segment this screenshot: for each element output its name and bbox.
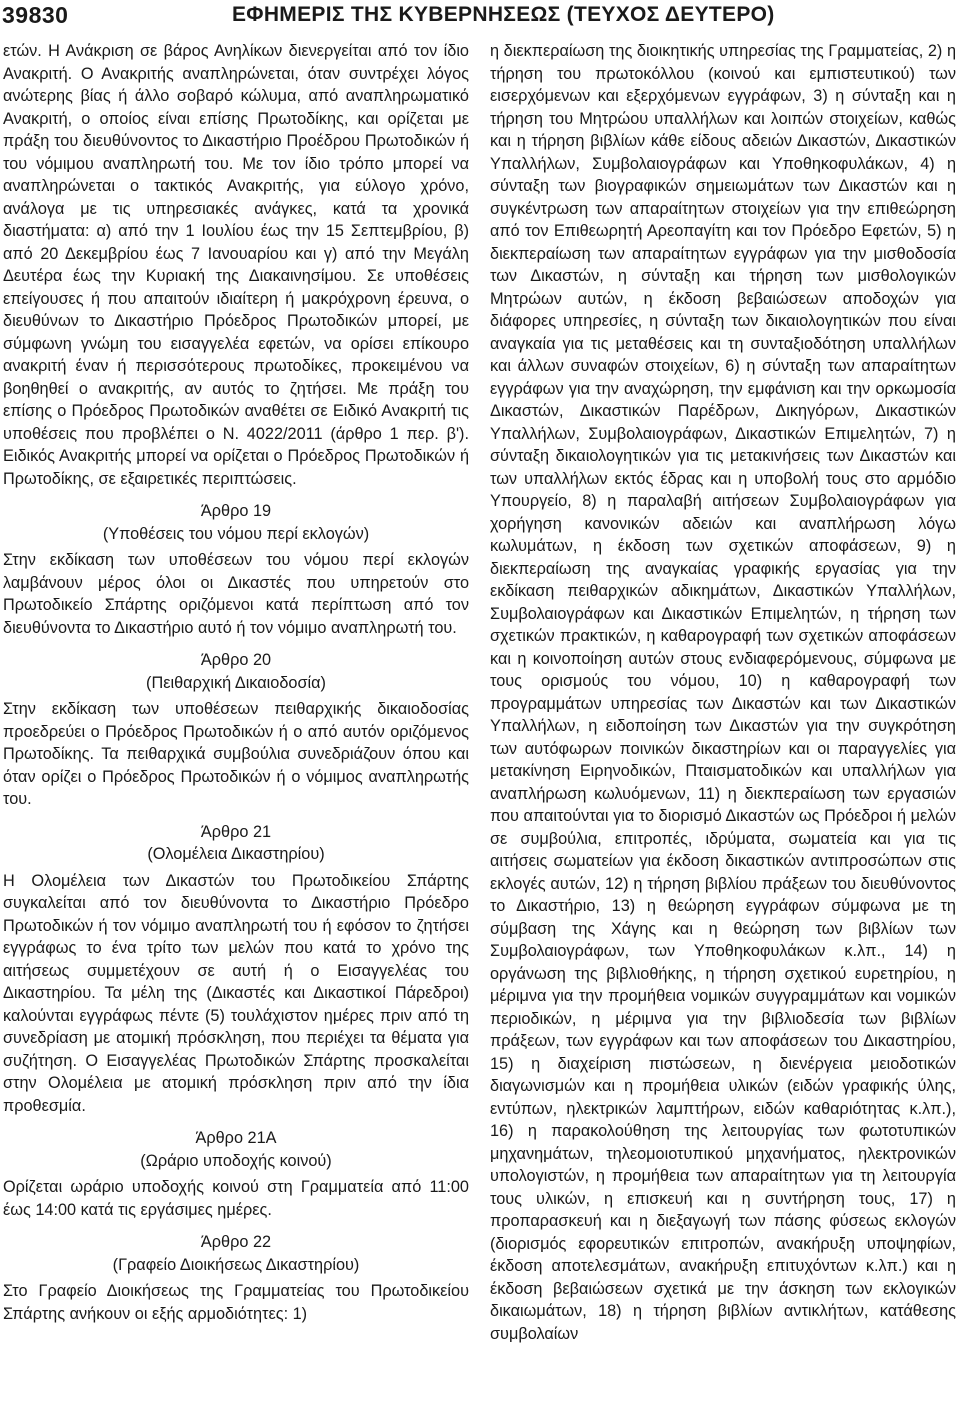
article-21 bbox=[3, 821, 469, 1118]
article-heading: Άρθρο 20 bbox=[200, 651, 272, 669]
left-column bbox=[3, 40, 469, 1325]
right-column-paragraph: η διεκπεραίωση της διοικητικής υπηρεσίας της Γραμματείας, 2) η τήρηση του πρωτοκόλλου (κοινού και εμπιστευτικού) των εισερχόμενων και εξερχόμενων εγγράφων, 3) η σύνταξη και η τήρηση του Μητρώου υπαλλήλων και λοιπών στοιχείων, καθώς και η τήρηση βιβλίων κάθε είδους αδειών Δικαστών, Δικαστικών Υπαλλήλων, Συμβολαιογράφων και Υποθηκοφυλάκων, 4) η σύνταξη των βιογραφικών σημειωμάτων των Δικαστών και η συγκέντρωση των απαραίτητων στοιχείων για την επιθεώρηση από τον Επιθεωρητή Αρεοπαγίτη και τον Πρόεδρο Εφετών, 5) η διεκπεραίωση των απαραίτητων εγγράφων για την μισθοδοσία των Δικαστών, η σύνταξη και τήρηση των μισθολογικών Μητρώων αυτών, η έκδοση βεβαιώσεων αποδοχών για διάφορες υπηρεσίες, η σύνταξη των δικαιολογητικών που είναι αναγκαία για τις μεταθέσεις και τη συνταξιοδότηση υπαλλήλων και άλλων συναφών στοιχείων, 6) η σύνταξη των απαραίτητων εγγράφων για την αναχώρηση, την εμφάνιση και την ορκωμοσία Δικαστών, Δικαστικών Παρέδρων, Δικηγόρων, Δικαστικών Υπαλλήλων, Συμβολαιογράφων, Δικαστικών Επιμελητών, 7) η σύνταξη δικαιολογητικών για τις μετακινήσεις των Δικαστών και των υπαλλήλων εκτός έδρας και η υποβολή τους στο αρμόδιο Υπουργείο, 8) η παραλαβή αιτήσεων Συμβολαιογράφων για χορήγηση κανονικών αδειών και αναπλήρωση λόγω κωλυμάτων, η έκδοση των σχετικών αποφάσεων, 9) η διεκπεραίωση της αναγκαίας γραφικής εργασίας για την εκδίκαση πειθαρχικών αδικημάτων, Δικαστικών Υπαλλήλων, Συμβολαιογράφων και Δικαστικών Επιμελητών, η τήρηση των σχετικών πρακτικών, η καθαρογραφή των σχετικών αποφάσεων και η κοινοποίηση αυτών στους ενδιαφερόμενους, σύμφωνα με τους ορισμούς του νόμου, 10) η καθαρογραφή των προγραμμάτων υπηρεσίας των Δικαστών και των Δικαστικών Υπαλλήλων, η ειδοποίηση των Δικαστών για την συγκρότηση των αυτόφωρων ποινικών δικαστηρίων και οι παραγγελίες για μετακίνηση Ειρηνοδικών, Πταισματοδικών και υπαλλήλων για αναπλήρωση κωλυόμενων, 11) η διεκπεραίωση των εργασιών που απαιτούνται για το διορισμό Δικαστών ως Πρόεδροι ή μελών σε συμβούλια, επιτροπές, ιδρύματα, σωματεία και για τις αιτήσεις σωματείων για έκδοση δικαστικών αντιπροσώπων στις εκλογές αυτών, 12) η τήρηση βιβλίου πράξεων του διευθύνοντος το Δικαστήριο, 13) η θεώρηση εγγράφων σύμφωνα με τη σύμβαση της Χάγης και η θεώρηση των βιβλίων των Συμβολαιογράφων, των Υποθηκοφυλάκων κ.λπ., 14) η οργάνωση της βιβλιοθήκης, η τήρηση σχετικού ευρετηρίου, η μέριμνα για την προμήθεια νομικών συγγραμμάτων και νομικών περιοδικών, η μέριμνα για την βιβλιοδεσία των βιβλίων πράξεων, των εγγράφων και των αποφάσεων του Δικαστηρίου, 15) η διαχείριση πιστώσεων, η διενέργεια μειοδοτικών διαγωνισμών και η προμήθεια υλικών (ειδών γραφικής ύλης, εντύπων, ηλεκτρικών λαμπτήρων, ειδών καθαριότητας κ.λπ.), 16) η παρακολούθηση της λειτουργίας των φωτοτυπικών μηχανημάτων, τηλεομοιοτυπικού μηχανήματος, ηλεκτρονικών υπολογιστών, η προμήθεια των απαραίτητων για τη λειτουργία τους υλικών, η επισκευή και η συντήρηση τους, 17) η προπαρασκευή και η διεξαγωγή των πάσης φύσεως εκλογών (διορισμός εφορευτικών επιτροπών, ανακήρυξη υποψηφίων, έκδοση αποτελεσμάτων, ανακήρυξη επιτυχόντων κ.λπ.) και η έκδοση βεβαιώσεων σχετικά με την άσκηση των εκλογικών δικαιωμάτων, 18) η τήρηση βιβλίων αντικλήτων, κατάθεσης συμβολαίων bbox=[490, 42, 956, 1343]
article-body: Στην εκδίκαση των υποθέσεων του νόμου περί εκλογών λαμβάνουν μέρος όλοι οι Δικαστές που υπηρετούν στο Πρωτοδικείο Σπάρτης οριζόμενοι κατά περίπτωση από τον διευθύνοντα το Δικαστήριο αυτό ή τον νόμιμο αναπληρωτή του. bbox=[3, 551, 469, 637]
article-heading: Άρθρο 19 bbox=[200, 502, 272, 520]
article-subtitle: (Ωράριο υποδοχής κοινού) bbox=[140, 1151, 332, 1170]
gazette-title: ΕΦΗΜΕΡΙΣ ΤΗΣ ΚΥΒΕΡΝΗΣΕΩΣ (ΤΕΥΧΟΣ ΔΕΥΤΕΡΟ) bbox=[232, 3, 775, 26]
article-subtitle: (Πειθαρχική Δικαιοδοσία) bbox=[146, 673, 326, 692]
article-21a bbox=[3, 1127, 469, 1221]
intro-paragraph: ετών. Η Ανάκριση σε βάρος Ανηλίκων διενεργείται από τον ίδιο Ανακριτή. Ο Ανακριτής αναπληρώνεται, όταν συντρέχει λόγος ανώτερης βίας ή άλλο σοβαρό κώλυμα, από αναπληρωματικό Ανακριτή, ο οποίος είναι επίσης Πρωτοδίκης, και ορίζεται με πράξη του διευθύνοντος το Δικαστήριο Προέδρου Πρωτοδικών ή του νόμιμου αναπληρωτή του. Με τον ίδιο τρόπο μπορεί να αναπληρώνεται ο τακτικός Ανακριτής, για εύλογο χρόνο, ανάλογα με τις υπηρεσιακές ανάγκες, κατά τα χρονικά διαστήματα: α) από την 1 Ιουλίου έως την 15 Σεπτεμβρίου, β) από 20 Δεκεμβρίου έως 7 Ιανουαρίου και γ) από την Μεγάλη Δευτέρα έως την Κυριακή της Διακαινησίμου. Σε υποθέσεις επείγουσες ή που απαιτούν ιδιαίτερη ή μακρόχρονη έρευνα, ο διευθύνων το Δικαστήριο Πρόεδρος Πρωτοδικών μπορεί, με σύμφωνη γνώμη του εισαγγελέα εφετών, να ορίσει επίκουρο ανακριτή έναν ή περισσότερους πρωτοδίκες, προκειμένου να βοηθηθεί ο ανακριτής, αν αυτός το ζητήσει. Με πράξη του επίσης ο Πρόεδρος Πρωτοδικών αναθέτει σε Ειδικό Ανακριτή τις υποθέσεις που προβλέπει ο Ν. 4022/2011 (άρθρο 1 περ. β'). Ειδικός Ανακριτής μπορεί να ορίζεται ο Πρόεδρος Πρωτοδικών ή Πρωτοδίκης, σε εξαιρετικές περιπτώσεις. bbox=[3, 42, 469, 488]
page-number: 39830 bbox=[2, 2, 69, 28]
article-heading: Άρθρο 22 bbox=[200, 1233, 272, 1251]
article-20 bbox=[3, 649, 469, 811]
article-subtitle: (Ολομέλεια Δικαστηρίου) bbox=[147, 845, 325, 863]
article-body: Στην εκδίκαση των υποθέσεων πειθαρχικής δικαιοδοσίας προεδρεύει ο Πρόεδρος Πρωτοδικών ή ο από αυτόν οριζόμενος Πρωτοδίκης. Τα πειθαρχικά συμβούλια συνεδριάζουν όπου και όταν ορίζει ο Πρόεδρος Πρωτοδικών ή ο νόμιμος αναπληρωτής του. bbox=[3, 700, 469, 808]
article-heading: Άρθρο 21 bbox=[200, 822, 272, 841]
article-22 bbox=[3, 1231, 469, 1325]
article-heading: Άρθρο 21Α bbox=[195, 1129, 277, 1147]
article-subtitle: (Γραφείο Διοικήσεως Δικαστηρίου) bbox=[112, 1255, 360, 1274]
right-column bbox=[490, 40, 956, 1345]
gazette-header bbox=[0, 0, 960, 36]
document-body bbox=[0, 36, 960, 1425]
article-subtitle: (Υποθέσεις του νόμου περί εκλογών) bbox=[102, 524, 370, 543]
article-19 bbox=[3, 500, 469, 639]
article-body: Ορίζεται ωράριο υποδοχής κοινού στη Γραμματεία από 11:00 έως 14:00 κατά τις εργάσιμες ημέρες. bbox=[3, 1178, 469, 1219]
article-body: Η Ολομέλεια των Δικαστών του Πρωτοδικείου Σπάρτης συγκαλείται από τον διευθύνοντα το Δικαστήριο Πρόεδρο Πρωτοδικών ή τον νόμιμο αναπληρωτή του ή εφόσον το ζητήσει εγγράφως το ένα τρίτο των μελών που κατά το χρόνο της αιτήσεως συμμετέχουν σε αυτή ή ο Εισαγγελέας του Δικαστηρίου. Τα μέλη της (Δικαστές και Δικαστικοί Πάρεδροι) καλούνται εγγράφως πέντε (5) τουλάχιστον ημέρες πριν από τη συνεδρίαση με ατομική πρόσκληση, που περιέχει τα θέματα για συζήτηση. Ο Εισαγγελέας Πρωτοδικών Σπάρτης προσκαλείται στην Ολομέλεια με ατομική πρόσκληση πριν από την ίδια προθεσμία. bbox=[3, 871, 469, 1115]
article-body: Στο Γραφείο Διοικήσεως της Γραμματείας του Πρωτοδικείου Σπάρτης ανήκουν οι εξής αρμοδιότητες: 1) bbox=[3, 1282, 469, 1323]
